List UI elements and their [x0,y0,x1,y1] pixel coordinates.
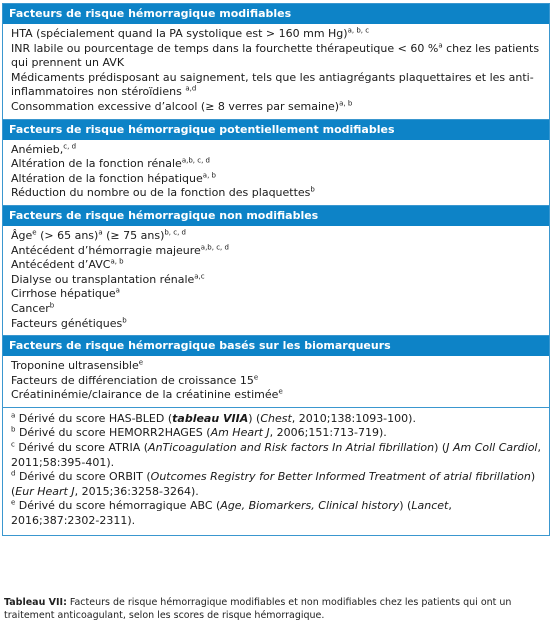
table-caption [4,597,549,622]
list-item: Anémieb,$^{c, d}$ [11,141,77,156]
list-item: Dialyse ou transplantation rénale$^{a,c}$ [11,272,205,286]
footnotes [3,407,549,535]
list-item: HTA (spécialement quand la PA systolique est > 160 mm Hg)$^{a, b, c}$ [11,26,370,40]
list-item: Réduction du nombre ou de la fonction des plaquettes$^b$ [11,185,315,200]
list-item: Âge$^e$ (> 65 ans)$^a$ (≥ 75 ans)$^{b, c, d}$ [11,228,186,242]
section-body-non-modifiable [3,226,549,335]
list-item: INR labile ou pourcentage de temps dans la fourchette thérapeutique < 60 %$^a$ chez les patients qui prennent un AVK [11,40,540,70]
caption-label: Tableau VII: [4,597,67,608]
section-body-modifiable [3,24,549,119]
list-item: Facteurs génétiques$^b$ [11,315,127,330]
footnote: $^e$ Dérivé du score hémorragique ABC (Age, Biomarkers, Clinical history) (Lancet, 2016;387:2302-2311). [11,498,452,528]
list-item: Médicaments prédisposant au saignement, tels que les antiagrégants plaquettaires et les anti-inflammatoires non stéroïdiens $^{a,d}$ [11,70,534,99]
section-header-potentially-modifiable: Facteurs de risque hémorragique potentiellement modifiables [3,119,549,140]
list-item: Antécédent d’AVC$^{a, b}$ [11,257,124,272]
section-header-biomarkers: Facteurs de risque hémorragique basés sur les biomarqueurs [3,335,549,356]
list-item: Cancer$^b$ [11,301,55,315]
footnote: $^c$ Dérivé du score ATRIA (AnTicoagulation and Risk factors In Atrial fibrillation) (J Am Coll Cardiol, 2011;58:395-401). [11,440,541,469]
list-item: Cirrhose hépatique$^a$ [11,286,120,301]
section-header-non-modifiable: Facteurs de risque hémorragique non modifiables [3,205,549,226]
list-item: Antécédent d’hémorragie majeure$^{a,b, c, d}$ [11,242,229,257]
list-item: Créatininémie/clairance de la créatinine estimée$^e$ [11,387,283,402]
section-body-potentially-modifiable [3,140,549,205]
list-item: Consommation excessive d’alcool (≥ 8 verres par semaine)$^{a, b}$ [11,99,353,113]
list-item: Altération de la fonction rénale$^{a,b, c, d}$ [11,156,210,171]
risk-factor-table [2,3,550,536]
section-header-modifiable: Facteurs de risque hémorragique modifiables [3,4,549,24]
list-item: Facteurs de différenciation de croissance 15e [11,373,259,387]
section-body-biomarkers [3,356,549,407]
list-item: Troponine ultrasensible$^e$ [11,358,144,373]
footnote: $^a$ Dérivé du score HAS-BLED (tableau VIIA) (Chest, 2010;138:1093-100). [11,411,416,425]
footnote: $^b$ Dérivé du score HEMORR2HAGES (Am Heart J, 2006;151:713-719). [11,425,387,440]
list-item: Altération de la fonction hépatique$^{a, b}$ [11,171,216,185]
footnote: $^d$ Dérivé du score ORBIT (Outcomes Registry for Better Informed Treatment of atrial fibrillation) (Eur Heart J, 2015;36:3258-3264). [11,469,536,498]
caption-text: Facteurs de risque hémorragique modifiables et non modifiables chez les patients qui ont un traitement anticoagulant, selon les scores de risque hémorragique. [4,597,512,621]
